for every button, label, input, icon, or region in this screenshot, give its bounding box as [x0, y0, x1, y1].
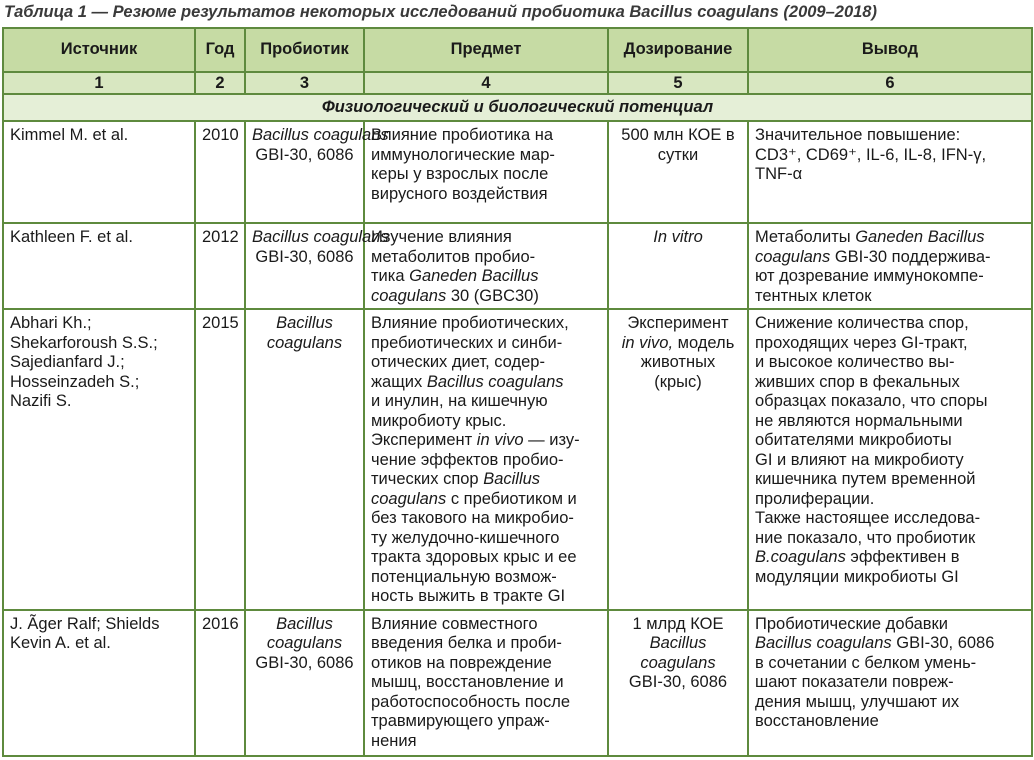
- column-number-row: [3, 72, 1032, 94]
- section-title: Физиологический и биологический потенциал: [3, 94, 1032, 121]
- table-row: [3, 309, 1032, 610]
- col-number: 5: [608, 72, 748, 94]
- cell-subject: Изучение влияния метаболитов пробио- тика Ganeden Bacillus coagulans 30 (GBC30): [364, 223, 608, 309]
- cell-conclusion: Пробиотические добавки Bacillus coagulans GBI-30, 6086 в сочетании с белком умень- шают показатели повреж- дения мышц, улучшают их восстановление: [748, 610, 1032, 756]
- section-row: [3, 94, 1032, 121]
- col-number: 6: [748, 72, 1032, 94]
- cell-probiotic: Bacillus coagulans GBI-30, 6086: [245, 223, 364, 309]
- cell-source: J. Ãger Ralf; Shields Kevin A. et al.: [3, 610, 195, 756]
- cell-dosing: Эксперимент in vivo, модель животных (крыс): [608, 309, 748, 610]
- col-header-probiotic: Пробиотик: [245, 28, 364, 72]
- col-number: 3: [245, 72, 364, 94]
- cell-conclusion: Снижение количества спор, проходящих через GI-тракт, и высокое количество вы- живших спор в фекальных образцах показало, что споры не являются нормальными обитателями микробиоты GI и влияют на микробиоту кишечника путем временной пролиферации. Также настоящее исследова- ние показало, что пробиотик B.coagulans эффективен в модуляции микробиоты GI: [748, 309, 1032, 610]
- header-row: [3, 28, 1032, 72]
- col-header-conclusion: Вывод: [748, 28, 1032, 72]
- col-header-year: Год: [195, 28, 245, 72]
- cell-source: Abhari Kh.; Shekarforoush S.S.; Sajedianfard J.; Hosseinzadeh S.; Nazifi S.: [3, 309, 195, 610]
- table-caption: Таблица 1 — Резюме результатов некоторых исследований пробиотика Bacillus coagulans (2009–2018): [4, 3, 877, 21]
- cell-probiotic: Bacillus coagulans GBI-30, 6086: [245, 121, 364, 223]
- cell-source: Kathleen F. et al.: [3, 223, 195, 309]
- cell-subject: Влияние пробиотических, пребиотических и синби- отических диет, содер- жащих Bacillus coagulans и инулин, на кишечную микробиоту крыс. Эксперимент in vivo — изу- чение эффектов пробио- тических спор Bacillus coagulans с пребиотиком и без такового на микробио- ту желудочно-кишечного тракта здоровых крыс и ее потенциальную возмож- ность выжить в тракте GI: [364, 309, 608, 610]
- col-header-dosing: Дозирование: [608, 28, 748, 72]
- col-header-subject: Предмет: [364, 28, 608, 72]
- table-row: [3, 223, 1032, 309]
- cell-subject: Влияние пробиотика на иммунологические мар- керы у взрослых после вирусного воздействия: [364, 121, 608, 223]
- cell-conclusion: Метаболиты Ganeden Bacillus coagulans GBI-30 поддержива- ют дозревание иммунокомпе- тентных клеток: [748, 223, 1032, 309]
- table-row: [3, 121, 1032, 223]
- cell-subject: Влияние совместного введения белка и проби- отиков на повреждение мышц, восстановление и работоспособность после травмирующего упраж- нения: [364, 610, 608, 756]
- cell-year: 2015: [195, 309, 245, 610]
- cell-probiotic: Bacillus coagulans: [245, 309, 364, 610]
- results-table: [2, 27, 1033, 757]
- cell-source: Kimmel M. et al.: [3, 121, 195, 223]
- col-header-source: Источник: [3, 28, 195, 72]
- col-number: 2: [195, 72, 245, 94]
- cell-year: 2012: [195, 223, 245, 309]
- col-number: 1: [3, 72, 195, 94]
- cell-dosing: In vitro: [608, 223, 748, 309]
- cell-conclusion: Значительное повышение: CD3⁺, CD69⁺, IL-6, IL-8, IFN-γ, TNF-α: [748, 121, 1032, 223]
- cell-year: 2016: [195, 610, 245, 756]
- col-number: 4: [364, 72, 608, 94]
- cell-dosing: 1 млрд КОЕ Bacillus coagulans GBI-30, 6086: [608, 610, 748, 756]
- cell-dosing: 500 млн КОЕ в сутки: [608, 121, 748, 223]
- table-row: [3, 610, 1032, 756]
- cell-year: 2010: [195, 121, 245, 223]
- cell-probiotic: Bacillus coagulans GBI-30, 6086: [245, 610, 364, 756]
